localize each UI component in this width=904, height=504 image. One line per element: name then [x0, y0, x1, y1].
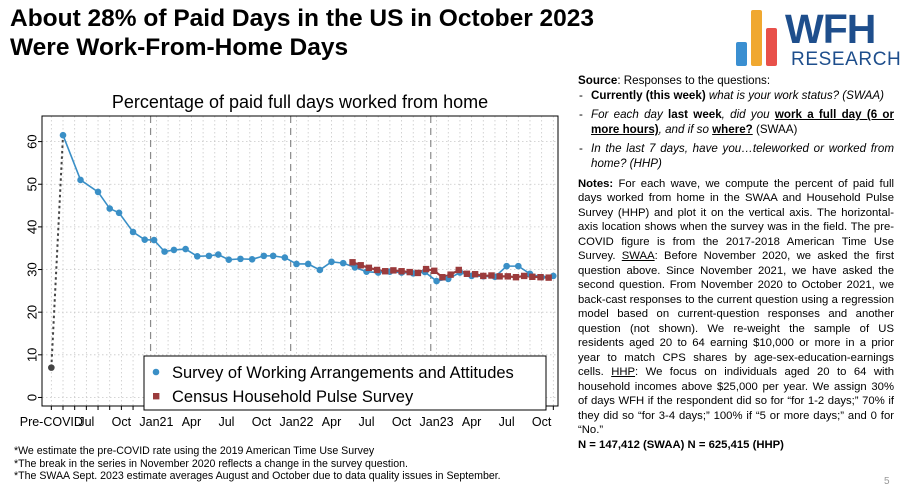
swaa-point: [503, 263, 510, 270]
footnote-sept: *The SWAA Sept. 2023 estimate averages August and October due to data quality issues in September.: [14, 470, 501, 483]
wfh-research-logo: [733, 4, 901, 70]
x-tick-label: Oct: [531, 415, 552, 429]
hhp-point: [447, 271, 453, 277]
hhp-point: [374, 267, 380, 273]
swaa-point: [60, 132, 67, 139]
wfh-chart: [0, 82, 570, 444]
source-notes-panel: [578, 74, 894, 452]
source-heading: Source: Responses to the questions:: [578, 74, 771, 87]
swaa-point: [328, 259, 335, 266]
x-tick-label: Jul: [498, 415, 515, 429]
hhp-point: [480, 273, 486, 279]
x-tick-label: Oct: [251, 415, 272, 429]
hhp-point: [431, 268, 437, 274]
x-tick-label: Oct: [111, 415, 132, 429]
x-tick-label: Jan22: [279, 415, 314, 429]
x-tick-label: Apr: [321, 415, 342, 429]
y-tick-label: 40: [24, 219, 40, 235]
legend-swaa-marker: [153, 369, 160, 376]
hhp-point: [472, 271, 478, 277]
source-question-3: - In the last 7 days, have you…teleworked or worked from home? (HHP): [578, 142, 894, 171]
swaa-point: [106, 205, 113, 212]
swaa-point: [206, 253, 213, 260]
swaa-point: [293, 261, 300, 268]
swaa-point: [433, 278, 440, 285]
hhp-point: [456, 267, 462, 273]
swaa-point: [317, 267, 324, 274]
hhp-point: [382, 268, 388, 274]
hhp-point: [537, 274, 543, 280]
legend-hhp-marker: [153, 393, 159, 399]
y-tick-label: 0: [24, 393, 40, 402]
swaa-point: [515, 263, 522, 270]
swaa-point: [270, 253, 277, 260]
swaa-point: [151, 237, 158, 244]
precovid-connector: [51, 135, 63, 367]
y-tick-label: 50: [24, 177, 40, 192]
swaa-point: [194, 253, 201, 260]
y-tick-label: 30: [24, 262, 40, 277]
x-tick-label: Jul: [218, 415, 235, 429]
swaa-point: [225, 256, 232, 263]
chart-svg: [0, 82, 570, 444]
footnote-break: *The break in the series in November 2020 reflects a change in the survey question.: [14, 457, 408, 470]
hhp-point: [407, 269, 413, 275]
hhp-point: [496, 273, 502, 279]
source-question-1: - Currently (this week) what is your work status? (SWAA): [578, 89, 894, 104]
hhp-point: [398, 268, 404, 274]
chart-title: Percentage of paid full days worked from home: [111, 92, 489, 112]
notes-text: Notes: For each wave, we compute the percent of paid full days worked from home in the SWAA and Household Pulse Survey (HHP) and plot it on the vertical axis. The horizontal-axis location shows when the survey was in the field. The pre-COVID figure is from the 2017-2018 American Time Use Survey. SWAA: Before November 2020, we asked the first question above. Since November 2021, we have asked the second question. From November 2020 to October 2021, we back-cast responses to the current question using a regression model based on current-question responses and another question (not shown). We re-weight the sample of US residents aged 20 to 64 earning $10,000 or more in a prior year to match CPS shares by age-sex-education-earnings cells. HHP: We focus on individuals aged 20 to 64 with household incomes above $25,000 per year. We assign 30% of days WFH if the respondent did so for “for 1-2 days;” 70% if they did so “for 3-4 days;” 100% if “5 or more days;” and 0 for “No.”: [578, 177, 894, 437]
logo-subtitle: RESEARCH: [791, 49, 902, 70]
hhp-point: [488, 272, 494, 278]
hhp-point: [464, 271, 470, 277]
x-tick-label: Jul: [358, 415, 375, 429]
page-number: 5: [884, 476, 890, 487]
footnote-precovid: *We estimate the pre-COVID rate using the 2019 American Time Use Survey: [14, 445, 375, 457]
swaa-point: [171, 247, 178, 254]
x-tick-label: Jul: [78, 415, 95, 429]
swaa-point: [141, 236, 148, 243]
x-tick-label: Oct: [391, 415, 412, 429]
hhp-point: [358, 262, 364, 268]
hhp-point: [513, 274, 519, 280]
source-question-2: - For each day last week, did you work a full day (6 or more hours), and if so where? (SWAA): [578, 108, 894, 137]
swaa-point: [305, 261, 312, 268]
source-questions: [578, 89, 894, 172]
hhp-point: [505, 273, 511, 279]
swaa-point: [237, 256, 244, 263]
sample-size: N = 147,412 (SWAA) N = 625,415 (HHP): [578, 438, 784, 451]
legend-hhp-label: Census Household Pulse Survey: [172, 388, 414, 406]
hhp-point: [529, 274, 535, 280]
logo-wordmark: WFH: [785, 6, 876, 52]
x-tick-label: Pre-COVID: [19, 415, 83, 429]
footnotes: [14, 445, 574, 483]
swaa-point: [116, 210, 123, 217]
hhp-point: [423, 266, 429, 272]
y-tick-label: 20: [24, 304, 40, 320]
hhp-point: [349, 259, 355, 265]
swaa-point: [282, 254, 289, 261]
slide-title: [10, 4, 710, 62]
legend-swaa-label: Survey of Working Arrangements and Attitudes: [172, 364, 514, 382]
swaa-point: [261, 253, 268, 260]
x-tick-label: Jan23: [419, 415, 454, 429]
x-tick-label: Jan21: [139, 415, 174, 429]
x-tick-label: Apr: [461, 415, 482, 429]
precovid-point: [48, 364, 55, 371]
swaa-point: [340, 260, 347, 267]
swaa-point: [249, 256, 256, 263]
hhp-point: [415, 270, 421, 276]
hhp-point: [390, 267, 396, 273]
hhp-point: [521, 273, 527, 279]
swaa-point: [95, 189, 102, 196]
hhp-point: [366, 265, 372, 271]
hhp-point: [545, 274, 551, 280]
title-line-1: About 28% of Paid Days in the US in October 2023: [10, 5, 595, 32]
y-tick-label: 10: [24, 347, 40, 363]
y-tick-label: 60: [24, 134, 40, 149]
swaa-point: [161, 248, 168, 255]
swaa-point: [182, 246, 189, 253]
swaa-point: [77, 177, 84, 184]
hhp-point: [439, 274, 445, 280]
logo-bars-icon: [733, 8, 785, 68]
x-tick-label: Apr: [181, 415, 202, 429]
swaa-point: [130, 229, 137, 236]
title-line-2: Were Work-From-Home Days: [10, 34, 349, 61]
swaa-point: [215, 251, 222, 258]
